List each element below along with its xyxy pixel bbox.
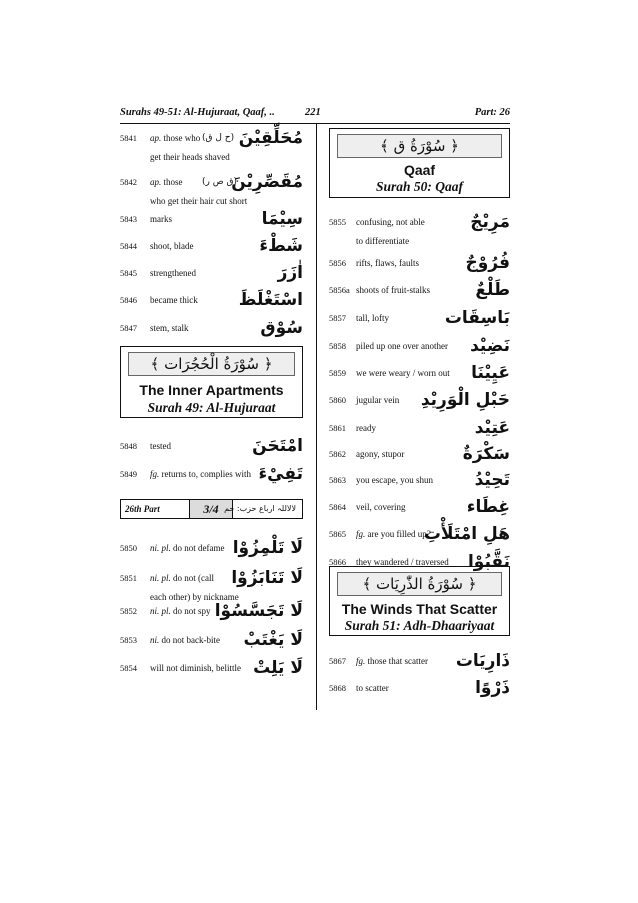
entry-meaning-line	[150, 323, 189, 334]
surah-49-heading	[120, 346, 303, 418]
vocab-entry	[329, 390, 510, 412]
entry-number: 5860	[329, 395, 346, 405]
entry-arabic: ذَارِيَات	[455, 651, 510, 671]
vocab-entry	[120, 263, 303, 285]
surah-50-heading	[329, 128, 510, 198]
entry-number: 5846	[120, 295, 137, 305]
part-arabic: لالاللہ ارباع حزب: حم	[224, 504, 296, 513]
entry-meaning-line	[150, 543, 225, 554]
vocab-entry	[329, 212, 510, 234]
entry-meaning: do not defame	[173, 543, 225, 553]
entry-arabic: مُحَلِّقِيْنَ	[238, 128, 303, 148]
entry-number: 5856	[329, 258, 346, 268]
surah-49-subtitle: Surah 49: Al-Hujuraat	[147, 400, 276, 415]
vocab-entry	[120, 172, 303, 194]
entry-meaning: those	[163, 177, 183, 187]
entry-meaning-line	[150, 663, 241, 674]
vocab-entry	[329, 308, 510, 330]
entry-meaning-line	[150, 606, 211, 617]
vocab-entry	[120, 538, 303, 560]
entry-meaning-line	[150, 133, 200, 144]
entry-number: 5858	[329, 341, 346, 351]
vocab-entry	[329, 418, 510, 440]
entry-meaning: marks	[150, 214, 172, 224]
entry-arabic: غِطَاء	[466, 497, 510, 517]
part-label: 26th Part	[125, 504, 160, 514]
header-rule	[120, 123, 510, 124]
entry-meaning-line	[356, 656, 428, 667]
entry-arabic: ذَرْوًا	[475, 678, 510, 698]
vocab-entry	[120, 658, 303, 680]
entry-arabic: هَلِ امْتَلَأْتِ	[423, 524, 510, 544]
header-part: Part: 26	[474, 107, 510, 118]
surah-49-english-title: The Inner Apartments	[139, 382, 284, 398]
entry-meaning: do not (call	[173, 573, 215, 583]
entry-meaning: those who	[163, 133, 201, 143]
entry-number: 5848	[120, 441, 137, 451]
vocab-entry	[120, 209, 303, 231]
vocab-entry	[329, 678, 510, 700]
entry-meaning-line	[150, 214, 172, 225]
grammar-prefix: ap.	[150, 133, 162, 143]
entry-arabic: فُرُوْجٌ	[465, 253, 510, 273]
entry-meaning-line	[356, 683, 389, 694]
part-fraction: 3/4	[189, 500, 233, 518]
entry-arabic: لَا تَنَابَزُوْا	[231, 568, 303, 588]
grammar-prefix: ni. pl.	[150, 606, 171, 616]
vocab-entry	[120, 236, 303, 258]
entry-meaning-line	[356, 341, 448, 352]
entry-meaning-line	[356, 475, 433, 486]
vocab-entry	[329, 336, 510, 358]
entry-meaning-line	[356, 502, 405, 513]
vocab-entry	[329, 470, 510, 492]
entry-meaning: you escape, you shun	[356, 475, 433, 485]
entry-arabic: مُقَصِّرِيْنَ	[231, 172, 303, 192]
surah-50-english-title: Qaaf	[403, 162, 436, 178]
surah-50-arabic-title: ﴿ سُوْرَةُ ق ﴾	[337, 134, 502, 158]
entry-number: 5843	[120, 214, 137, 224]
entry-number: 5863	[329, 475, 346, 485]
entry-number: 5859	[329, 368, 346, 378]
vocab-entry	[329, 363, 510, 385]
entry-meaning-line	[356, 368, 450, 379]
vocab-entry	[120, 436, 303, 458]
entry-arabic: عَتِيْد	[474, 418, 510, 438]
grammar-prefix: ni. pl.	[150, 573, 171, 583]
entry-arabic: مَرِيْجٌ	[470, 212, 510, 232]
entry-meaning-continuation: to differentiate	[356, 236, 410, 246]
entry-number: 5862	[329, 449, 346, 459]
entry-arabic: اٰزَرَ	[277, 263, 303, 283]
entry-meaning: to scatter	[356, 683, 389, 693]
vocab-entry	[120, 601, 303, 623]
entry-meaning-line	[356, 449, 404, 460]
surah-49-arabic-title: ﴿ سُوْرَةُ الْحُجُرَات ﴾	[128, 352, 295, 376]
grammar-prefix: ni. pl.	[150, 543, 171, 553]
entry-meaning: shoot, blade	[150, 241, 194, 251]
entry-meaning-line	[356, 313, 389, 324]
entry-meaning: confusing, not able	[356, 217, 425, 227]
entry-arabic: حَبْلِ الْوَرِيْدِ	[420, 390, 510, 410]
vocab-entry	[120, 128, 303, 150]
entry-number: 5857	[329, 313, 346, 323]
entry-root: (ح ل ق)	[202, 133, 235, 143]
vocab-entry	[120, 318, 303, 340]
vocab-entry	[329, 444, 510, 466]
entry-number: 5842	[120, 177, 137, 187]
entry-meaning-line	[356, 258, 419, 269]
entry-meaning: stem, stalk	[150, 323, 189, 333]
entry-number: 5861	[329, 423, 346, 433]
surah-51-english-title: The Winds That Scatter	[341, 601, 498, 617]
entry-meaning: jugular vein	[356, 395, 400, 405]
entry-number: 5855	[329, 217, 346, 227]
entry-meaning-line	[356, 423, 376, 434]
header-surahs: Surahs 49-51: Al-Hujuraat, Qaaf, ..	[120, 107, 275, 118]
entry-arabic: طَلْعٌ	[475, 280, 510, 300]
surah-51-arabic-title: ﴿ سُوْرَةُ الذّٰرِيَات ﴾	[337, 572, 502, 596]
entry-number: 5850	[120, 543, 137, 553]
entry-meaning: rifts, flaws, faults	[356, 258, 419, 268]
entry-arabic: اسْتَغْلَظَ	[238, 290, 303, 310]
entry-arabic: نَضِيْد	[470, 336, 510, 356]
entry-number: 5841	[120, 133, 137, 143]
entry-meaning: returns to, complies with	[161, 469, 252, 479]
entry-meaning-line	[356, 217, 425, 228]
entry-meaning: will not diminish, belittle	[150, 663, 241, 673]
entry-arabic: سَكْرَةٌ	[462, 444, 510, 464]
entry-meaning: piled up one over another	[356, 341, 448, 351]
entry-number: 5851	[120, 573, 137, 583]
entry-arabic: بَاسِقَات	[444, 308, 510, 328]
entry-meaning-continuation: get their heads shaved	[150, 152, 230, 162]
entry-meaning: shoots of fruit-stalks	[356, 285, 430, 295]
entry-arabic: سُوْق	[260, 318, 303, 338]
entry-number: 5847	[120, 323, 137, 333]
vocab-entry	[120, 568, 303, 590]
entry-meaning-line	[356, 529, 431, 540]
entry-meaning: do not spy	[173, 606, 211, 616]
entry-root: (ق ص ر)	[202, 177, 237, 187]
part-indicator	[120, 499, 303, 519]
entry-arabic: لَا تَجَسَّسُوْا	[214, 601, 303, 621]
entry-arabic: عَيِيْنَا	[471, 363, 510, 383]
entry-arabic: نَقَّبُوْا	[467, 552, 510, 572]
entry-arabic: امْتَحَنَ	[252, 436, 303, 456]
entry-meaning-line	[150, 177, 183, 188]
grammar-prefix: fg.	[356, 529, 366, 539]
entry-meaning: are you filled up?	[367, 529, 431, 539]
entry-meaning: tall, lofty	[356, 313, 389, 323]
page-number: 221	[305, 107, 321, 118]
entry-number: 5849	[120, 469, 137, 479]
entry-meaning-line	[150, 295, 198, 306]
entry-number: 5844	[120, 241, 137, 251]
column-divider	[316, 124, 317, 710]
surah-51-subtitle: Surah 51: Adh-Dhaariyaat	[344, 618, 495, 633]
entry-meaning-continuation: each other) by nickname	[150, 592, 239, 602]
entry-meaning: those that scatter	[367, 656, 428, 666]
entry-number: 5852	[120, 606, 137, 616]
entry-number: 5864	[329, 502, 346, 512]
entry-meaning-line	[150, 268, 196, 279]
entry-meaning: they wandered / traversed	[356, 557, 449, 567]
entry-meaning: do not back-bite	[161, 635, 220, 645]
vocab-entry	[329, 651, 510, 673]
entry-arabic: سِيْمَا	[261, 209, 303, 229]
vocab-entry	[329, 497, 510, 519]
grammar-prefix: ni.	[150, 635, 160, 645]
entry-meaning: agony, stupor	[356, 449, 405, 459]
entry-number: 5867	[329, 656, 346, 666]
vocab-entry	[120, 630, 303, 652]
entry-arabic: لَا يَغْتَبْ	[243, 630, 303, 650]
grammar-prefix: fg.	[150, 469, 160, 479]
page-header	[120, 107, 510, 121]
entry-arabic: تَفِيْءَ	[258, 464, 303, 484]
entry-meaning: we were weary / worn out	[356, 368, 450, 378]
entry-meaning: veil, covering	[356, 502, 406, 512]
entry-meaning: strengthened	[150, 268, 196, 278]
entry-arabic: لَا يَلِتْ	[253, 658, 303, 678]
vocab-entry	[329, 253, 510, 275]
surah-50-subtitle: Surah 50: Qaaf	[375, 179, 464, 194]
grammar-prefix: fg.	[356, 656, 366, 666]
vocab-entry	[329, 524, 510, 546]
entry-number: 5856a	[329, 285, 350, 295]
entry-number: 5854	[120, 663, 137, 673]
surah-51-heading	[329, 566, 510, 636]
entry-meaning-line	[150, 441, 171, 452]
entry-arabic: لَا تَلْمِزُوْا	[232, 538, 303, 558]
entry-meaning-line	[150, 241, 194, 252]
entry-number: 5853	[120, 635, 137, 645]
entry-number: 5845	[120, 268, 137, 278]
entry-arabic: تَحِيْدُ	[474, 470, 510, 490]
entry-meaning-line	[356, 285, 430, 296]
grammar-prefix: ap.	[150, 177, 162, 187]
entry-meaning-line	[356, 395, 399, 406]
entry-meaning: became thick	[150, 295, 198, 305]
vocab-entry	[120, 290, 303, 312]
entry-meaning: tested	[150, 441, 171, 451]
entry-meaning: ready	[356, 423, 376, 433]
entry-number: 5866	[329, 557, 346, 567]
entry-meaning-line	[150, 573, 214, 584]
entry-meaning-line	[150, 635, 220, 646]
entry-meaning-continuation: who get their hair cut short	[150, 196, 248, 206]
vocab-entry	[329, 280, 510, 302]
entry-meaning-line	[150, 469, 251, 480]
vocab-entry	[120, 464, 303, 486]
entry-number: 5865	[329, 529, 346, 539]
entry-arabic: شَطْءَ	[259, 236, 303, 256]
entry-number: 5868	[329, 683, 346, 693]
